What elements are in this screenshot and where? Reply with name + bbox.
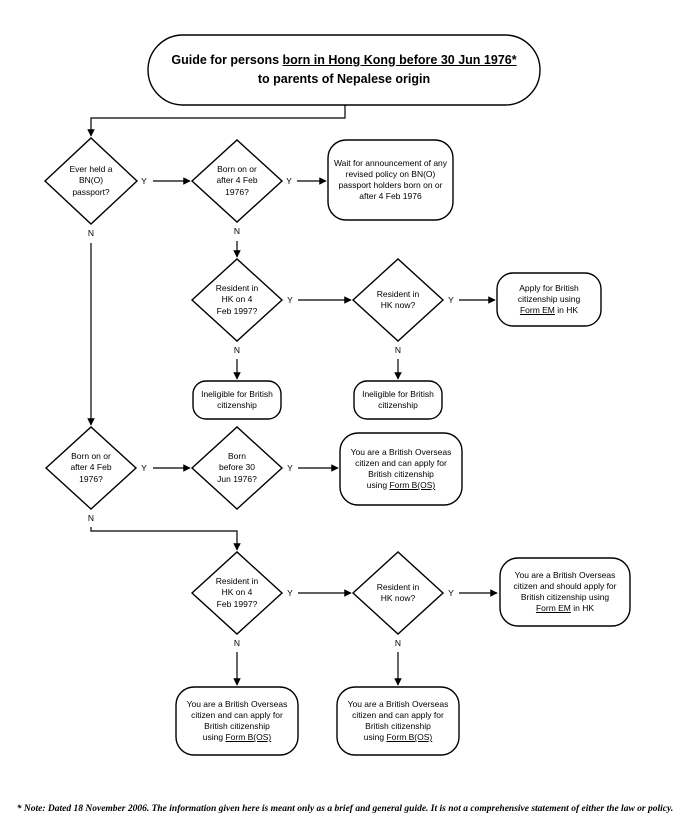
branch-label-no-d7: N	[233, 637, 241, 648]
outcome-wait-announcement-shape	[328, 140, 453, 220]
outcome-bos-bottom-right-shape	[337, 687, 459, 755]
decision-resident-1997-upper-shape	[192, 259, 282, 341]
footnote: * Note: Dated 18 November 2006. The information given here is meant only as a brief and general guide. It is not a comprehensive statement of either the law or policy.	[16, 804, 674, 814]
branch-label-no-d4: N	[394, 344, 402, 355]
branch-label-yes-d4: Y	[448, 294, 454, 305]
connector-title-to-d1	[91, 105, 345, 136]
branch-label-yes-d6: Y	[287, 462, 293, 473]
title-line1-underlined: born in Hong Kong before 30 Jun 1976*	[282, 52, 517, 67]
outcome-apply-form-em-post: in HK	[554, 305, 579, 316]
outcome-ineligible-left-shape	[193, 381, 281, 419]
branch-label-yes-d2: Y	[286, 175, 292, 186]
decision-resident-now-lower-shape	[353, 552, 443, 634]
title-line1-pre: Guide for persons	[171, 52, 283, 67]
decision-born-before-30jun-label: Born before 30 Jun 1976?	[217, 451, 257, 484]
outcome-bos-form-em-post: in HK	[570, 603, 595, 614]
branch-label-yes-d1: Y	[141, 175, 147, 186]
outcome-bos-bottom-right-pre: You are a British Overseas citizen and can apply for British citizenship using	[347, 698, 449, 743]
outcome-ineligible-right-label: Ineligible for British citizenship	[362, 388, 434, 410]
outcome-bos-form-em-pre: You are a British Overseas citizen and should apply for British citizenship using	[513, 569, 617, 602]
outcome-bos-can-middle-shape	[340, 433, 462, 505]
branch-label-no-d2: N	[233, 225, 241, 236]
title-line1	[171, 51, 516, 70]
branch-label-no-d8: N	[394, 637, 402, 648]
outcome-bos-bottom-left-shape	[176, 687, 298, 755]
outcome-bos-form-em-shape	[500, 558, 630, 626]
branch-label-no-d3: N	[233, 344, 241, 355]
outcome-apply-form-em-pre: Apply for British citizenship using	[517, 282, 581, 304]
form-em-link-text-lower: Form EM	[535, 603, 571, 614]
decision-resident-1997-upper-label: Resident in HK on 4 Feb 1997?	[215, 283, 259, 316]
form-bos-link-text-bottom-left: Form B(OS)	[225, 732, 272, 743]
branch-label-yes-d8: Y	[448, 587, 454, 598]
outcome-ineligible-right-shape	[354, 381, 442, 419]
decision-born-after-4feb-top-label: Born on or after 4 Feb 1976?	[216, 164, 258, 197]
decision-born-after-4feb-lower-label: Born on or after 4 Feb 1976?	[70, 451, 112, 484]
form-em-link-text: Form EM	[519, 305, 555, 316]
decision-resident-now-lower-label: Resident in HK now?	[376, 581, 420, 603]
decision-born-before-30jun-shape	[192, 427, 282, 509]
decision-ever-held-bno-label: Ever held a BN(O) passport?	[69, 164, 113, 197]
decision-born-after-4feb-top-shape	[192, 140, 282, 222]
title-line2: to parents of Nepalese origin	[257, 72, 431, 86]
decision-ever-held-bno-shape	[45, 138, 137, 224]
decision-resident-now-upper-label: Resident in HK now?	[376, 288, 420, 310]
decision-resident-1997-lower-label: Resident in HK on 4 Feb 1997?	[215, 576, 259, 609]
connector-d5-no	[91, 527, 237, 550]
outcome-bos-can-middle-pre: You are a British Overseas citizen and can apply for British citizenship using	[350, 446, 452, 491]
decision-resident-now-upper-shape	[353, 259, 443, 341]
outcome-apply-form-em-shape	[497, 273, 601, 326]
branch-label-yes-d3: Y	[287, 294, 293, 305]
outcome-bos-bottom-left-pre: You are a British Overseas citizen and can apply for British citizenship using	[186, 698, 288, 743]
decision-born-after-4feb-lower-shape	[46, 427, 136, 509]
page-title	[148, 35, 540, 105]
outcome-wait-announcement-label: Wait for announcement of any revised policy on BN(O) passport holders born on or after 4 Feb 1976	[333, 157, 448, 202]
branch-label-no-d5: N	[87, 512, 95, 523]
branch-label-yes-d5: Y	[141, 462, 147, 473]
decision-resident-1997-lower-shape	[192, 552, 282, 634]
branch-label-no-d1: N	[87, 227, 95, 238]
branch-label-yes-d7: Y	[287, 587, 293, 598]
form-bos-link-text-middle: Form B(OS)	[389, 480, 436, 491]
form-bos-link-text-bottom-right: Form B(OS)	[386, 732, 433, 743]
outcome-ineligible-left-label: Ineligible for British citizenship	[201, 388, 273, 410]
